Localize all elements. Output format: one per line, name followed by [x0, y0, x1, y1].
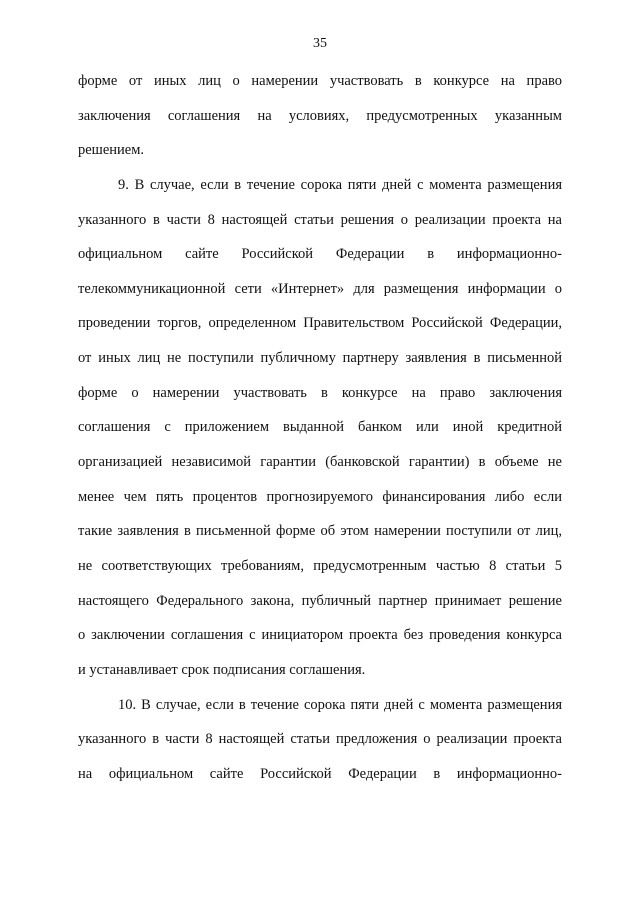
document-body: [78, 64, 562, 791]
text-line: решением.: [78, 142, 145, 159]
text-line: проведении торгов, определенном Правительством Российской Федерации,: [78, 315, 562, 332]
text-line: 9. В случае, если в течение сорока пяти дней с момента размещения: [118, 176, 562, 193]
paragraph-continuation: [78, 64, 562, 168]
text-line: не соответствующих требованиям, предусмотренным частью 8 статьи 5: [78, 557, 562, 574]
text-line: настоящего Федерального закона, публичный партнер принимает решение: [78, 592, 562, 609]
text-line: менее чем пять процентов прогнозируемого финансирования либо если: [78, 488, 562, 505]
text-line: от иных лиц не поступили публичному партнеру заявления в письменной: [78, 350, 562, 367]
text-line: телекоммуникационной сети «Интернет» для размещения информации о: [78, 280, 562, 297]
text-line: такие заявления в письменной форме об этом намерении поступили от лиц,: [78, 523, 562, 540]
text-line: форме от иных лиц о намерении участвовать в конкурсе на право: [78, 73, 562, 89]
text-line: соглашения с приложением выданной банком или иной кредитной: [78, 419, 562, 436]
text-line: организацией независимой гарантии (банковской гарантии) в объеме не: [78, 454, 562, 471]
page-number: 35: [313, 36, 327, 51]
text-line: и устанавливает срок подписания соглашения.: [78, 661, 366, 678]
text-line: 10. В случае, если в течение сорока пяти дней с момента размещения: [118, 696, 562, 713]
text-line: на официальном сайте Российской Федерации в информационно-: [78, 765, 562, 782]
paragraph-10: [78, 688, 562, 792]
text-line: официальном сайте Российской Федерации в информационно-: [78, 246, 562, 263]
text-line: указанного в части 8 настоящей статьи решения о реализации проекта на: [78, 211, 562, 228]
paragraph-9: [78, 168, 562, 688]
text-line: форме о намерении участвовать в конкурсе на право заключения: [78, 384, 562, 401]
text-line: указанного в части 8 настоящей статьи предложения о реализации проекта: [78, 731, 562, 748]
text-line: заключения соглашения на условиях, предусмотренных указанным: [78, 107, 562, 124]
text-line: о заключении соглашения с инициатором проекта без проведения конкурса: [78, 627, 562, 644]
